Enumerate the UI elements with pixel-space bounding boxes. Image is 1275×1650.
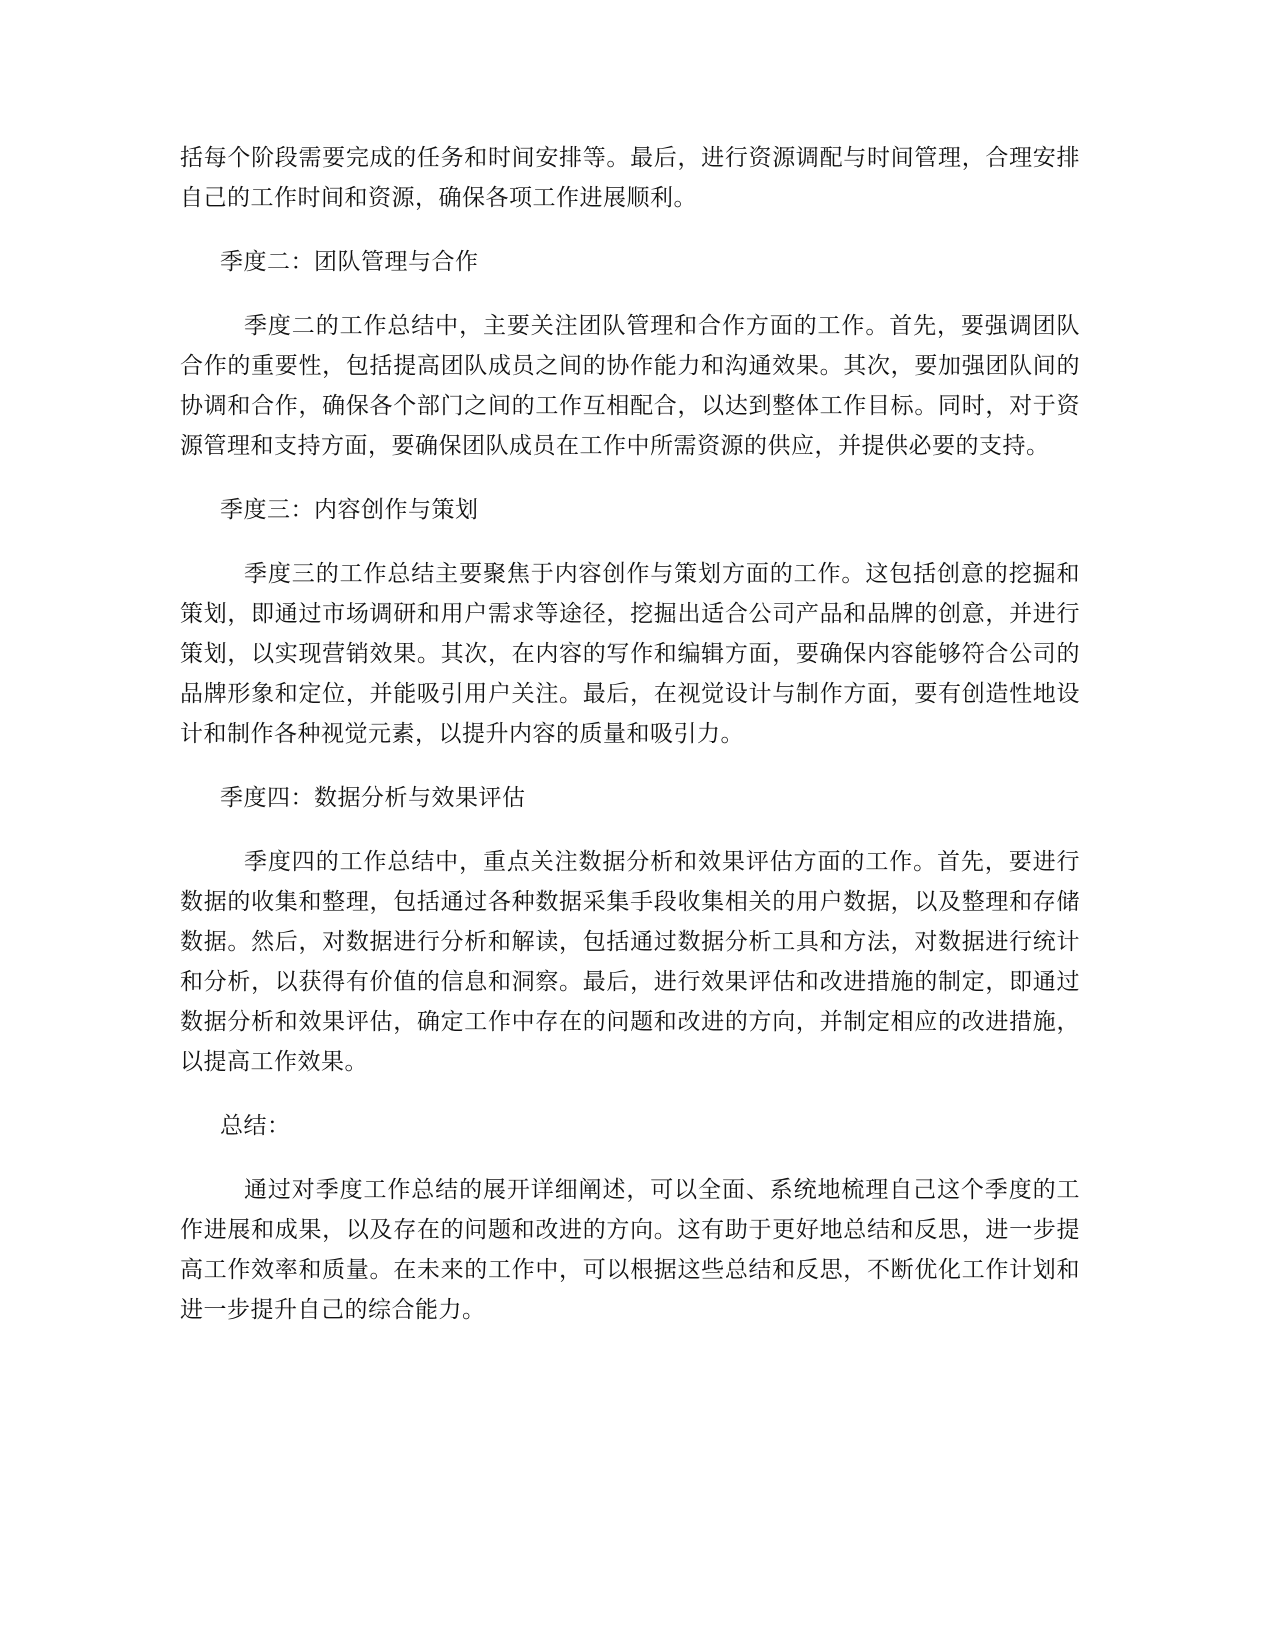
document-body <box>180 138 1080 1330</box>
section-body-q4: 季度四的工作总结中，重点关注数据分析和效果评估方面的工作。首先，要进行数据的收集和整理，包括通过各种数据采集手段收集相关的用户数据，以及整理和存储数据。然后，对数据进行分析和解读，包括通过数据分析工具和方法，对数据进行统计和分析，以获得有价值的信息和洞察。最后，进行效果评估和改进措施的制定，即通过数据分析和效果评估，确定工作中存在的问题和改进的方向，并制定相应的改进措施，以提高工作效果。 <box>180 849 1080 1075</box>
section-heading-summary: 总结： <box>220 1113 291 1139</box>
section-heading-q3: 季度三：内容创作与策划 <box>220 497 479 523</box>
section-body-q2: 季度二的工作总结中，主要关注团队管理和合作方面的工作。首先，要强调团队合作的重要性，包括提高团队成员之间的协作能力和沟通效果。其次，要加强团队间的协调和合作，确保各个部门之间的工作互相配合，以达到整体工作目标。同时，对于资源管理和支持方面，要确保团队成员在工作中所需资源的供应，并提供必要的支持。 <box>180 313 1080 459</box>
continuation-paragraph: 括每个阶段需要完成的任务和时间安排等。最后，进行资源调配与时间管理，合理安排自己的工作时间和资源，确保各项工作进展顺利。 <box>180 145 1080 211</box>
section-heading-q4: 季度四：数据分析与效果评估 <box>220 785 526 811</box>
section-body-summary: 通过对季度工作总结的展开详细阐述，可以全面、系统地梳理自己这个季度的工作进展和成果，以及存在的问题和改进的方向。这有助于更好地总结和反思，进一步提高工作效率和质量。在未来的工作中，可以根据这些总结和反思，不断优化工作计划和进一步提升自己的综合能力。 <box>180 1177 1080 1323</box>
section-heading-q2: 季度二：团队管理与合作 <box>220 249 479 275</box>
section-body-q3: 季度三的工作总结主要聚焦于内容创作与策划方面的工作。这包括创意的挖掘和策划，即通过市场调研和用户需求等途径，挖掘出适合公司产品和品牌的创意，并进行策划，以实现营销效果。其次，在内容的写作和编辑方面，要确保内容能够符合公司的品牌形象和定位，并能吸引用户关注。最后，在视觉设计与制作方面，要有创造性地设计和制作各种视觉元素，以提升内容的质量和吸引力。 <box>180 561 1080 747</box>
